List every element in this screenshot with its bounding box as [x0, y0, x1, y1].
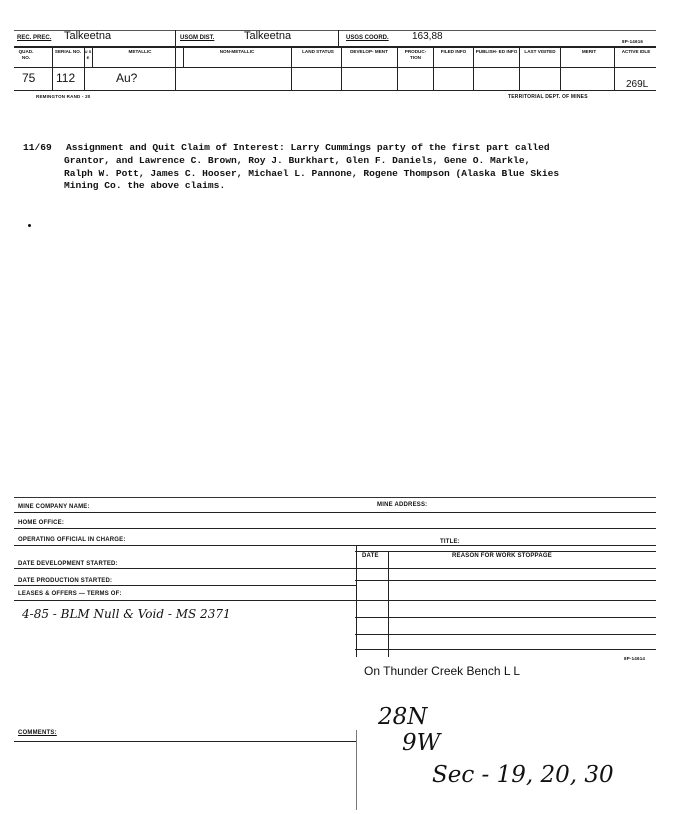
form-code-2: 8P-14614: [624, 656, 646, 661]
title-label: TITLE:: [440, 539, 460, 545]
range-note: 9W: [402, 730, 441, 756]
typed-note: On Thunder Creek Bench L L: [364, 664, 521, 678]
col-quad: QUAD. NO.: [18, 49, 34, 60]
date-prod-started-label: DATE PRODUCTION STARTED:: [18, 578, 113, 584]
usgs-coord-label: USGS COORD.: [346, 35, 389, 41]
comments-label: COMMENTS:: [18, 730, 57, 736]
section-note: Sec - 19, 20, 30: [432, 762, 614, 788]
home-office-label: HOME OFFICE:: [18, 520, 65, 526]
entry-line-3: Ralph W. Pott, James C. Hooser, Michael L. Pannone, Rogene Thompson (Alaska Blue Skies: [64, 168, 560, 179]
leases-note: 4-85 - BLM Null & Void - MS 2371: [22, 607, 231, 621]
col-metallic: METALLIC: [128, 49, 152, 54]
mining-dist-label: USGM DIST.: [180, 35, 215, 41]
card-footer-left: REMINGTON RAND - 20: [36, 94, 91, 99]
mining-dist-value: Talkeetna: [244, 30, 292, 42]
col-active-idle: ACTIVE IDLE: [621, 49, 651, 54]
stoppage-date-label: DATE: [362, 553, 379, 559]
col-filed-info: FILED INFO: [440, 49, 467, 54]
col-land-status: LAND STATUS: [302, 49, 334, 54]
col-last-visited: LAST VISITED: [524, 49, 556, 54]
col-published-info: PUBLISH- ED INFO: [475, 49, 518, 54]
col-merit: MERIT: [581, 49, 597, 54]
date-dev-started-label: DATE DEVELOPMENT STARTED:: [18, 561, 118, 567]
mine-address-label: MINE ADDRESS:: [377, 502, 428, 508]
row-active-idle: 269L: [626, 79, 649, 90]
card-footer-right: TERRITORIAL DEPT. OF MINES: [508, 94, 588, 100]
entry-line-4: Mining Co. the above claims.: [64, 180, 226, 191]
rec-prec-label: REC. PREC.: [17, 35, 52, 41]
stoppage-reason-label: REASON FOR WORK STOPPAGE: [452, 553, 552, 559]
usgs-coord-value: 163,88: [412, 31, 443, 42]
rec-prec-value: Talkeetna: [64, 30, 112, 42]
col-use: U S E: [84, 49, 92, 60]
leases-offers-label: LEASES & OFFERS — TERMS OF:: [18, 591, 122, 597]
col-development: DEVELOP- MENT: [350, 49, 388, 54]
operating-official-label: OPERATING OFFICIAL IN CHARGE:: [18, 537, 126, 543]
township-note: 28N: [378, 704, 428, 730]
col-production: PRODUC- TION: [404, 49, 427, 60]
stray-mark: [28, 224, 31, 227]
col-non-metallic: NON-METALLIC: [219, 49, 255, 54]
row-quad: 75: [22, 71, 36, 85]
entry-line-2: Grantor, and Lawrence C. Brown, Roy J. Burkhart, Glen F. Daniels, Gene O. Markle,: [64, 155, 531, 166]
entry-date: 11/69: [23, 142, 52, 153]
mine-company-name-label: MINE COMPANY NAME:: [18, 504, 90, 510]
form-code: 8P-14616: [622, 39, 644, 44]
col-serial: SERIAL NO.: [54, 49, 82, 54]
row-serial: 112: [56, 71, 76, 85]
entry-line-1: Assignment and Quit Claim of Interest: Larry Cummings party of the first part called: [66, 142, 550, 153]
row-metallic: Au?: [116, 71, 138, 85]
